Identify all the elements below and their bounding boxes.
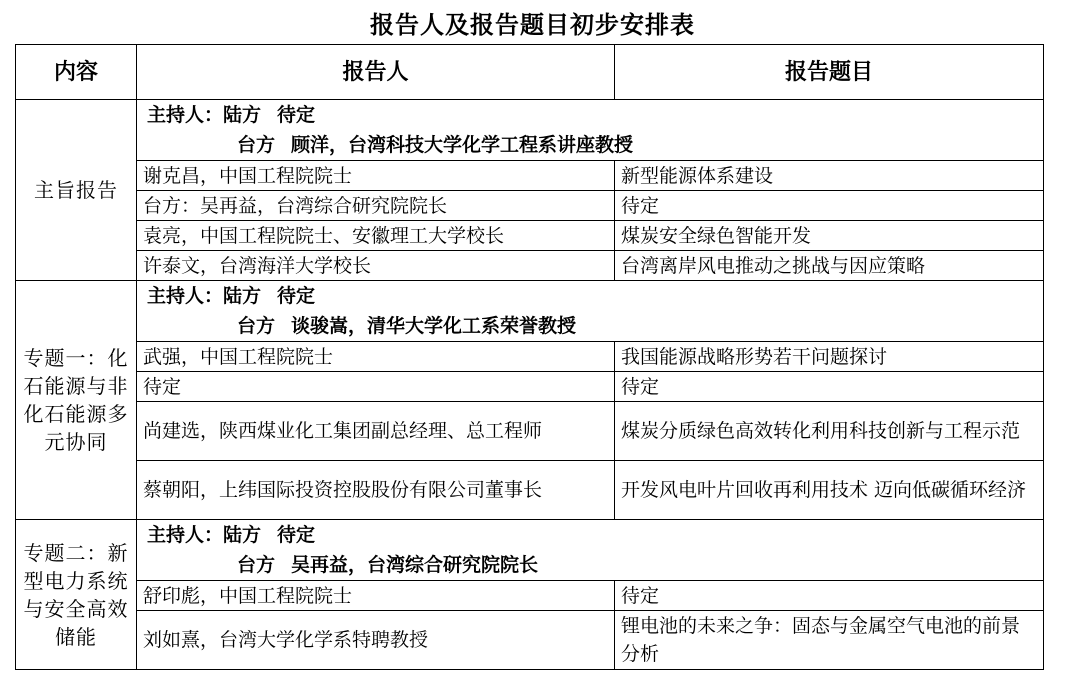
topic-cell: 煤炭安全绿色智能开发 (615, 221, 1044, 251)
table-row (16, 611, 1044, 670)
table-row (16, 251, 1044, 281)
host-label: 主持人：陆方 (147, 285, 262, 307)
reporter-cell: 许泰文，台湾海洋大学校长 (137, 251, 615, 281)
topic-cell: 煤炭分质绿色高效转化利用科技创新与工程示范 (615, 402, 1044, 461)
category-topic-one: 专题一：化石能源与非化石能源多元协同 (16, 281, 137, 520)
table-row (16, 342, 1044, 372)
topic-cell: 待定 (615, 191, 1044, 221)
table-row (16, 221, 1044, 251)
reporter-cell: 蔡朝阳，上纬国际投资控股股份有限公司董事长 (137, 461, 615, 520)
host-name: 顾洋，台湾科技大学化学工程系讲座教授 (291, 134, 634, 156)
reporter-cell: 待定 (137, 372, 615, 402)
host-name: 待定 (277, 285, 316, 307)
table-row (16, 461, 1044, 520)
topic-cell: 开发风电叶片回收再利用技术 迈向低碳循环经济 (615, 461, 1044, 520)
topic-cell: 台湾离岸风电推动之挑战与因应策略 (615, 251, 1044, 281)
table-row (16, 161, 1044, 191)
topic-cell: 待定 (615, 581, 1044, 611)
host-cell (137, 281, 1044, 342)
reporter-cell: 刘如熹，台湾大学化学系特聘教授 (137, 611, 615, 670)
table-row (16, 191, 1044, 221)
reporter-cell: 袁亮，中国工程院院士、安徽理工大学校长 (137, 221, 615, 251)
host-name: 谈骏嵩，清华大学化工系荣誉教授 (291, 315, 577, 337)
header-topic: 报告题目 (615, 45, 1044, 100)
host-name: 吴再益，台湾综合研究院院长 (291, 554, 539, 576)
table-row (16, 581, 1044, 611)
header-row (16, 45, 1044, 100)
reporter-cell: 谢克昌，中国工程院院士 (137, 161, 615, 191)
host-row (16, 281, 1044, 342)
host-label: 台方 (237, 315, 276, 337)
host-label: 台方 (237, 554, 276, 576)
reporter-cell: 台方：吴再益，台湾综合研究院院长 (137, 191, 615, 221)
category-topic-two: 专题二：新型电力系统与安全高效储能 (16, 520, 137, 670)
host-label: 台方 (237, 134, 276, 156)
page-title: 报告人及报告题目初步安排表 (370, 10, 695, 39)
topic-cell: 待定 (615, 372, 1044, 402)
host-name: 待定 (277, 104, 316, 126)
host-cell (137, 100, 1044, 161)
table-row (16, 402, 1044, 461)
topic-cell: 锂电池的未来之争：固态与金属空气电池的前景分析 (615, 611, 1044, 670)
topic-cell: 新型能源体系建设 (615, 161, 1044, 191)
header-reporter: 报告人 (137, 45, 615, 100)
reporter-cell: 武强，中国工程院院士 (137, 342, 615, 372)
reporter-cell: 尚建选，陕西煤业化工集团副总经理、总工程师 (137, 402, 615, 461)
header-content: 内容 (16, 45, 137, 100)
host-label: 主持人：陆方 (147, 524, 262, 546)
topic-cell: 我国能源战略形势若干问题探讨 (615, 342, 1044, 372)
category-keynote: 主旨报告 (16, 100, 137, 281)
host-row (16, 100, 1044, 161)
host-name: 待定 (277, 524, 316, 546)
host-row (16, 520, 1044, 581)
host-label: 主持人：陆方 (147, 104, 262, 126)
schedule-table (15, 44, 1044, 670)
table-row (16, 372, 1044, 402)
host-cell (137, 520, 1044, 581)
reporter-cell: 舒印彪，中国工程院院士 (137, 581, 615, 611)
